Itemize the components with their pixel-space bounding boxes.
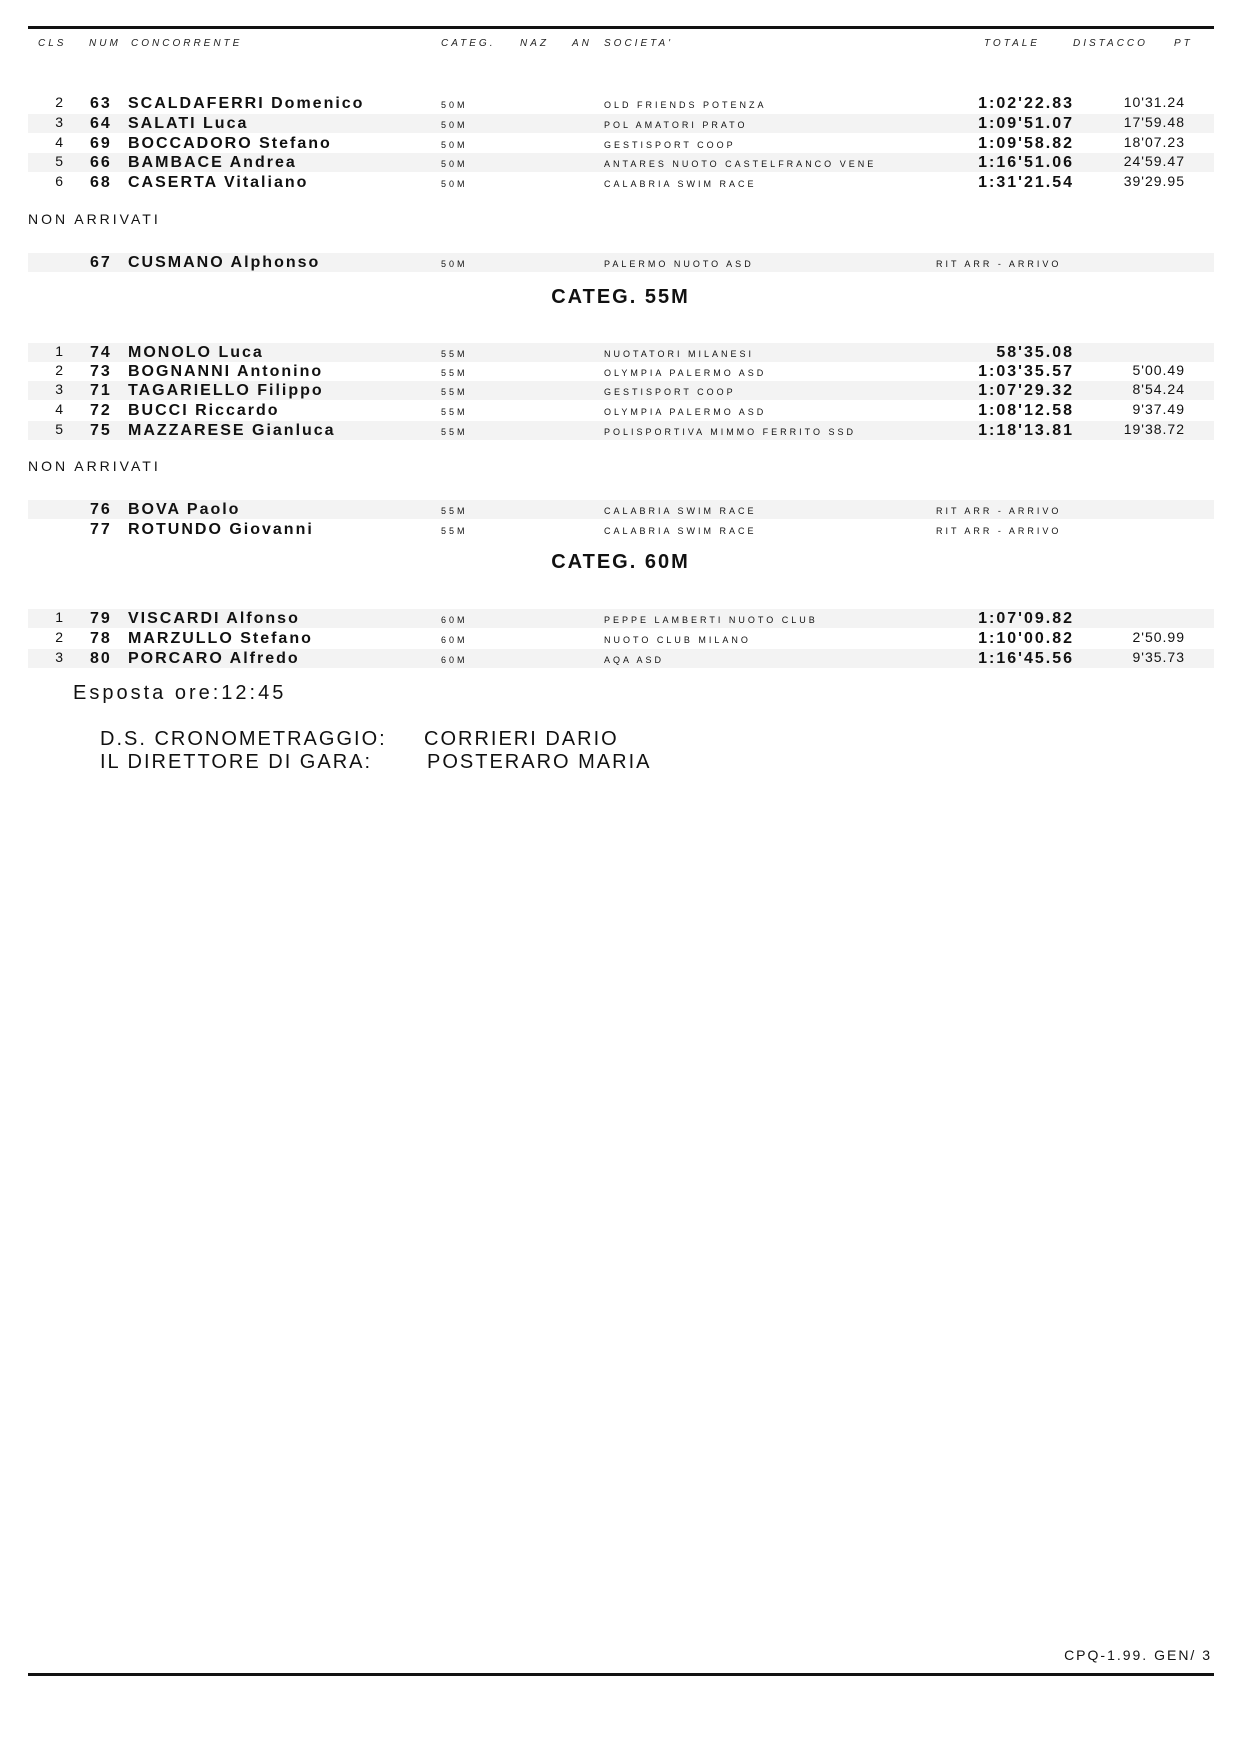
total-time: 1:16'45.56	[978, 650, 1074, 667]
club: CALABRIA SWIM RACE	[604, 526, 757, 536]
total-time: 1:18'13.81	[978, 422, 1074, 439]
athlete-name: SALATI Luca	[128, 115, 249, 132]
result-row	[28, 381, 1214, 400]
athlete-name: SCALDAFERRI Domenico	[128, 95, 365, 112]
category: 55M	[441, 506, 468, 516]
club: PEPPE LAMBERTI NUOTO CLUB	[604, 615, 818, 625]
athlete-name: MAZZARESE Gianluca	[128, 422, 336, 439]
dnf-row	[28, 500, 1214, 519]
category-title: CATEG. 55M	[551, 286, 690, 308]
athlete-name: TAGARIELLO Filippo	[128, 382, 324, 399]
bib-number: 79	[90, 610, 112, 627]
header-concorrente: CONCORRENTE	[131, 38, 243, 49]
athlete-name: BUCCI Riccardo	[128, 402, 280, 419]
header-societa: SOCIETA'	[604, 38, 674, 49]
non-arrivati-label: NON ARRIVATI	[28, 211, 161, 227]
rank: 2	[55, 94, 64, 110]
category: 60M	[441, 635, 468, 645]
gap: 2'50.99	[1132, 629, 1185, 645]
category: 55M	[441, 387, 468, 397]
header-cls: CLS	[38, 38, 67, 49]
athlete-name: BOVA Paolo	[128, 501, 241, 518]
gap: 10'31.24	[1123, 94, 1185, 110]
gap: 39'29.95	[1123, 173, 1185, 189]
gap: 9'35.73	[1132, 649, 1185, 665]
bib-number: 68	[90, 174, 112, 191]
bib-number: 67	[90, 254, 112, 271]
rank: 5	[55, 421, 64, 437]
category: 50M	[441, 100, 468, 110]
result-row	[28, 94, 1214, 113]
result-row	[28, 401, 1214, 420]
athlete-name: BOCCADORO Stefano	[128, 135, 332, 152]
rank: 3	[55, 381, 64, 397]
top-rule	[28, 26, 1214, 29]
result-row	[28, 343, 1214, 362]
result-row	[28, 649, 1214, 668]
result-row	[28, 134, 1214, 153]
club: CALABRIA SWIM RACE	[604, 179, 757, 189]
header-pt: PT	[1174, 38, 1193, 49]
status: RIT ARR - ARRIVO	[936, 526, 1062, 536]
club: NUOTO CLUB MILANO	[604, 635, 751, 645]
header-totale: TOTALE	[984, 38, 1040, 49]
category: 60M	[441, 655, 468, 665]
athlete-name: BOGNANNI Antonino	[128, 363, 324, 380]
bib-number: 72	[90, 402, 112, 419]
club: CALABRIA SWIM RACE	[604, 506, 757, 516]
bib-number: 71	[90, 382, 112, 399]
status: RIT ARR - ARRIVO	[936, 506, 1062, 516]
category-title: CATEG. 60M	[551, 551, 690, 573]
bib-number: 69	[90, 135, 112, 152]
category: 50M	[441, 159, 468, 169]
club: OLD FRIENDS POTENZA	[604, 100, 767, 110]
total-time: 1:08'12.58	[978, 402, 1074, 419]
category: 60M	[441, 615, 468, 625]
category: 50M	[441, 120, 468, 130]
total-time: 58'35.08	[996, 344, 1074, 361]
bottom-rule	[28, 1673, 1214, 1676]
header-distacco: DISTACCO	[1073, 38, 1148, 49]
bib-number: 80	[90, 650, 112, 667]
club: GESTISPORT COOP	[604, 387, 736, 397]
timing-director-name: CORRIERI DARIO	[424, 728, 619, 750]
dnf-row	[28, 520, 1214, 539]
bib-number: 76	[90, 501, 112, 518]
category: 55M	[441, 427, 468, 437]
gap: 19'38.72	[1123, 421, 1185, 437]
rank: 3	[55, 649, 64, 665]
rank: 2	[55, 362, 64, 378]
page-code: CPQ-1.99. GEN/ 3	[1064, 1647, 1212, 1663]
athlete-name: CUSMANO Alphonso	[128, 254, 321, 271]
bib-number: 64	[90, 115, 112, 132]
club: OLYMPIA PALERMO ASD	[604, 407, 767, 417]
category: 55M	[441, 407, 468, 417]
result-row	[28, 114, 1214, 133]
total-time: 1:07'09.82	[978, 610, 1074, 627]
gap: 17'59.48	[1123, 114, 1185, 130]
header-categ: CATEG.	[441, 38, 496, 49]
club: ANTARES NUOTO CASTELFRANCO VENE	[604, 159, 877, 169]
gap: 24'59.47	[1123, 153, 1185, 169]
club: OLYMPIA PALERMO ASD	[604, 368, 767, 378]
athlete-name: BAMBACE Andrea	[128, 154, 297, 171]
timing-director-label: D.S. CRONOMETRAGGIO:	[100, 728, 387, 750]
gap: 9'37.49	[1132, 401, 1185, 417]
gap: 18'07.23	[1123, 134, 1185, 150]
gap: 5'00.49	[1132, 362, 1185, 378]
total-time: 1:10'00.82	[978, 630, 1074, 647]
bib-number: 77	[90, 521, 112, 538]
total-time: 1:16'51.06	[978, 154, 1074, 171]
rank: 4	[55, 401, 64, 417]
club: PALERMO NUOTO ASD	[604, 259, 754, 269]
bib-number: 66	[90, 154, 112, 171]
total-time: 1:31'21.54	[978, 174, 1074, 191]
total-time: 1:09'51.07	[978, 115, 1074, 132]
rank: 3	[55, 114, 64, 130]
rank: 4	[55, 134, 64, 150]
total-time: 1:03'35.57	[978, 363, 1074, 380]
club: POL AMATORI PRATO	[604, 120, 748, 130]
rank: 5	[55, 153, 64, 169]
athlete-name: MONOLO Luca	[128, 344, 264, 361]
category: 50M	[441, 259, 468, 269]
bib-number: 74	[90, 344, 112, 361]
club: POLISPORTIVA MIMMO FERRITO SSD	[604, 427, 857, 437]
header-an: AN	[572, 38, 592, 49]
result-row	[28, 362, 1214, 381]
race-director-name: POSTERARO MARIA	[427, 751, 652, 773]
athlete-name: CASERTA Vitaliano	[128, 174, 309, 191]
athlete-name: MARZULLO Stefano	[128, 630, 313, 647]
rank: 1	[55, 609, 64, 625]
bib-number: 73	[90, 363, 112, 380]
category: 55M	[441, 349, 468, 359]
category: 55M	[441, 368, 468, 378]
result-row	[28, 153, 1214, 172]
header-naz: NAZ	[520, 38, 549, 49]
race-director-label: IL DIRETTORE DI GARA:	[100, 751, 373, 773]
header-num: NUM	[89, 38, 121, 49]
category: 50M	[441, 179, 468, 189]
rank: 1	[55, 343, 64, 359]
result-row	[28, 173, 1214, 192]
status: RIT ARR - ARRIVO	[936, 259, 1062, 269]
club: AQA ASD	[604, 655, 665, 665]
result-row	[28, 609, 1214, 628]
rank: 2	[55, 629, 64, 645]
total-time: 1:07'29.32	[978, 382, 1074, 399]
athlete-name: VISCARDI Alfonso	[128, 610, 300, 627]
club: NUOTATORI MILANESI	[604, 349, 755, 359]
total-time: 1:09'58.82	[978, 135, 1074, 152]
athlete-name: ROTUNDO Giovanni	[128, 521, 314, 538]
category: 55M	[441, 526, 468, 536]
category: 50M	[441, 140, 468, 150]
posted-time: Esposta ore:12:45	[73, 682, 287, 704]
result-row	[28, 421, 1214, 440]
bib-number: 63	[90, 95, 112, 112]
bib-number: 78	[90, 630, 112, 647]
gap: 8'54.24	[1132, 381, 1185, 397]
non-arrivati-label: NON ARRIVATI	[28, 458, 161, 474]
result-row	[28, 629, 1214, 648]
total-time: 1:02'22.83	[978, 95, 1074, 112]
club: GESTISPORT COOP	[604, 140, 736, 150]
dnf-row	[28, 253, 1214, 272]
bib-number: 75	[90, 422, 112, 439]
athlete-name: PORCARO Alfredo	[128, 650, 300, 667]
rank: 6	[55, 173, 64, 189]
